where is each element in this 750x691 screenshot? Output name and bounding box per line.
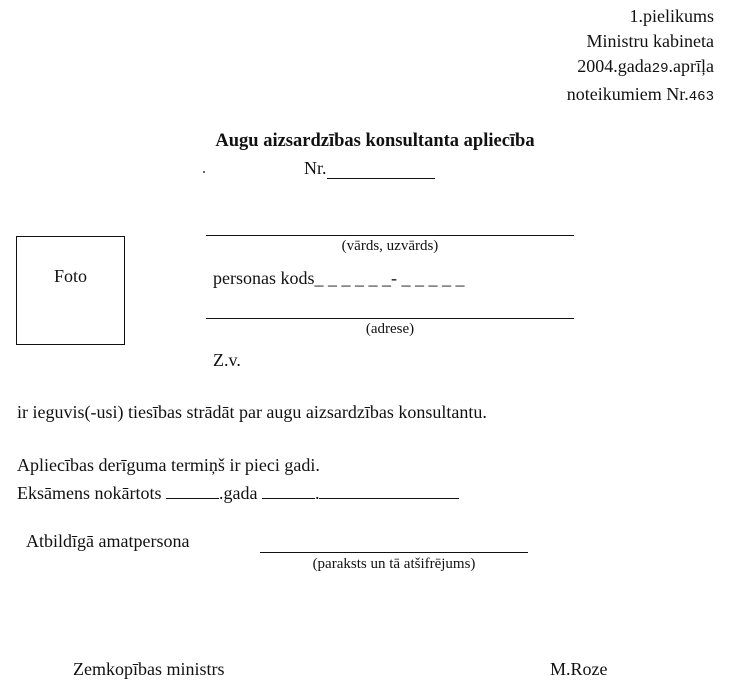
nr-label: Nr. <box>304 158 327 178</box>
annex-line-3 <box>567 54 714 82</box>
annex-rules-number: 463 <box>688 89 714 105</box>
personal-code-mask: _ _ _ _ _ _- _ _ _ _ _ <box>314 268 465 288</box>
personal-code-row <box>213 268 465 289</box>
exam-year-blank <box>166 480 219 499</box>
official-label: Atbildīgā amatpersona <box>26 531 190 551</box>
certificate-number <box>304 158 435 179</box>
signature-caption: (paraksts un tā atšifrējums) <box>312 556 476 572</box>
annex-month: .aprīļa <box>668 56 714 76</box>
exam-day-blank <box>262 480 315 499</box>
annex-year: 2004.gada <box>577 56 652 76</box>
annex-day: 29 <box>651 61 669 77</box>
exam-label: Eksāmens nokārtots <box>17 483 162 503</box>
signature-line <box>260 552 528 553</box>
exam-row <box>17 480 459 504</box>
address-caption: (adrese) <box>365 321 415 337</box>
name-caption: (vārds, uzvārds) <box>341 238 439 254</box>
annex-line-2: Ministru kabineta <box>586 31 714 51</box>
photo-label: Foto <box>53 266 87 286</box>
exam-gada: .gada <box>218 483 258 503</box>
annex-rules-prefix: noteikumiem Nr. <box>566 84 689 104</box>
exam-month-blank <box>319 480 459 499</box>
stray-dot <box>203 171 205 173</box>
personal-code-label: personas kods <box>213 268 315 288</box>
stamp-place-label: Z.v. <box>213 350 241 370</box>
nr-blank <box>327 158 435 179</box>
minister-title: Zemkopības ministrs <box>73 659 225 679</box>
annex-header <box>567 4 714 110</box>
statement-text: ir ieguvis(-usi) tiesības strādāt par augu aizsardzības konsultantu. <box>17 402 487 422</box>
name-line <box>206 235 574 236</box>
annex-line-1: 1.pielikums <box>629 6 714 26</box>
minister-name: M.Roze <box>550 659 608 679</box>
annex-line-4 <box>567 82 714 110</box>
validity-text: Apliecības derīguma termiņš ir pieci gadi. <box>17 455 320 475</box>
address-line <box>206 318 574 319</box>
photo-box <box>16 236 125 345</box>
certificate-title: Augu aizsardzības konsultanta apliecība <box>215 131 535 151</box>
exam-dot: . <box>314 483 320 503</box>
